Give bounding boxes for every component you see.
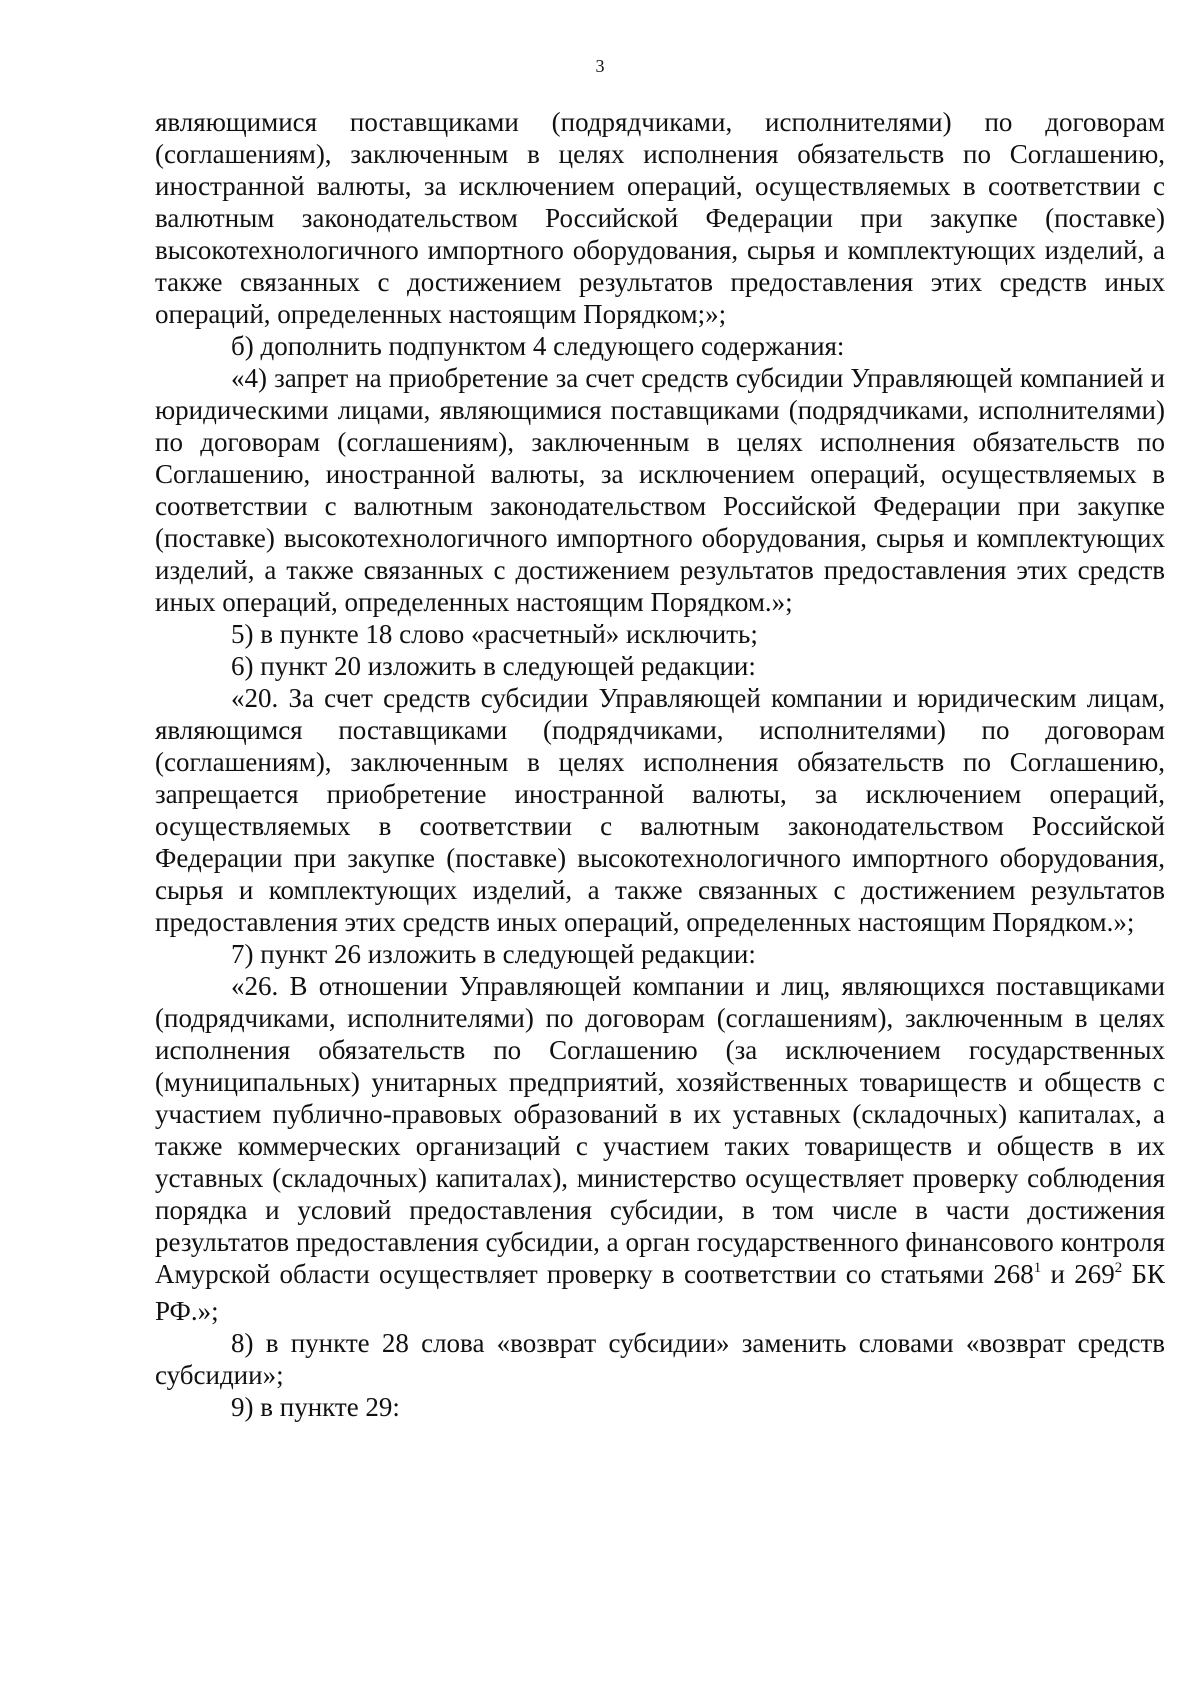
point-26-text: «26. В отношении Управляющей компании и лиц, являющихся поставщиками (подрядчиками, исполнителями) по договорам (соглашениям), заключенным в целях исполнения обязательств по Соглашению (за исключением государственных (муниципальных) унитарных предприятий, хозяйственных товариществ и обществ с участием публично-правовых образований в их уставных (складочных) капиталах, а также коммерческих организаций с участием таких товариществ и обществ в их уставных (складочных) капиталах), министерство осуществляет проверку соблюдения порядка и условий предоставления субсидии, в том числе в части достижения результатов предоставления субсидии, а орган государственного финансового контроля Амурской области осуществляет проверку в соответствии со статьями 268 [155,971,1165,1289]
paragraph-item-8: 8) в пункте 28 слова «возврат субсидии» заменить словами «возврат средств субсидии»; [155,1328,1165,1390]
point-26-text-end: БК РФ.»; [155,1259,1166,1326]
point-26-text-and: и 269 [1041,1259,1115,1289]
paragraph-continuation: являющимися поставщиками (подрядчиками, исполнителями) по договорам (соглашениям), заключенным в целях исполнения обязательств по Соглашению, иностранной валюты, за исключением операций, осуществляемых в соответствии с валютным законодательством Российской Федерации при закупке (поставке) высокотехнологичного импортного оборудования, сырья и комплектующих изделий, а также связанных с достижением результатов предоставления этих средств иных операций, определенных настоящим Порядком;»; [155,107,1165,329]
page-number: 3 [595,56,605,76]
superscript-1: 1 [1033,1260,1042,1276]
superscript-2: 2 [1114,1260,1123,1276]
paragraph-item-5: 5) в пункте 18 слово «расчетный» исключить; [231,619,758,649]
paragraph-item-b: б) дополнить подпунктом 4 следующего содержания: [231,331,845,361]
paragraph-item-6: 6) пункт 20 изложить в следующей редакции: [231,651,756,681]
paragraph-point-26 [155,970,1165,1327]
paragraph-point-20: «20. За счет средств субсидии Управляющей компании и юридическим лицам, являющимся поставщиками (подрядчиками, исполнителями) по договорам (соглашениям), заключенным в целях исполнения обязательств по Соглашению, запрещается приобретение иностранной валюты, за исключением операций, осуществляемых в соответствии с валютным законодательством Российской Федерации при закупке (поставке) высокотехнологичного импортного оборудования, сырья и комплектующих изделий, а также связанных с достижением результатов предоставления этих средств иных операций, определенных настоящим Порядком.»; [155,683,1165,937]
paragraph-item-7: 7) пункт 26 изложить в следующей редакции: [231,939,756,969]
paragraph-item-9: 9) в пункте 29: [231,1392,400,1422]
document-body [155,106,1165,1423]
paragraph-subitem-4: «4) запрет на приобретение за счет средств субсидии Управляющей компанией и юридическими лицами, являющимися поставщиками (подрядчиками, исполнителями) по договорам (соглашениям), заключенным в целях исполнения обязательств по Соглашению, иностранной валюты, за исключением операций, осуществляемых в соответствии с валютным законодательством Российской Федерации при закупке (поставке) высокотехнологичного импортного оборудования, сырья и комплектующих изделий, а также связанных с достижением результатов предоставления этих средств иных операций, определенных настоящим Порядком.»; [155,363,1165,617]
